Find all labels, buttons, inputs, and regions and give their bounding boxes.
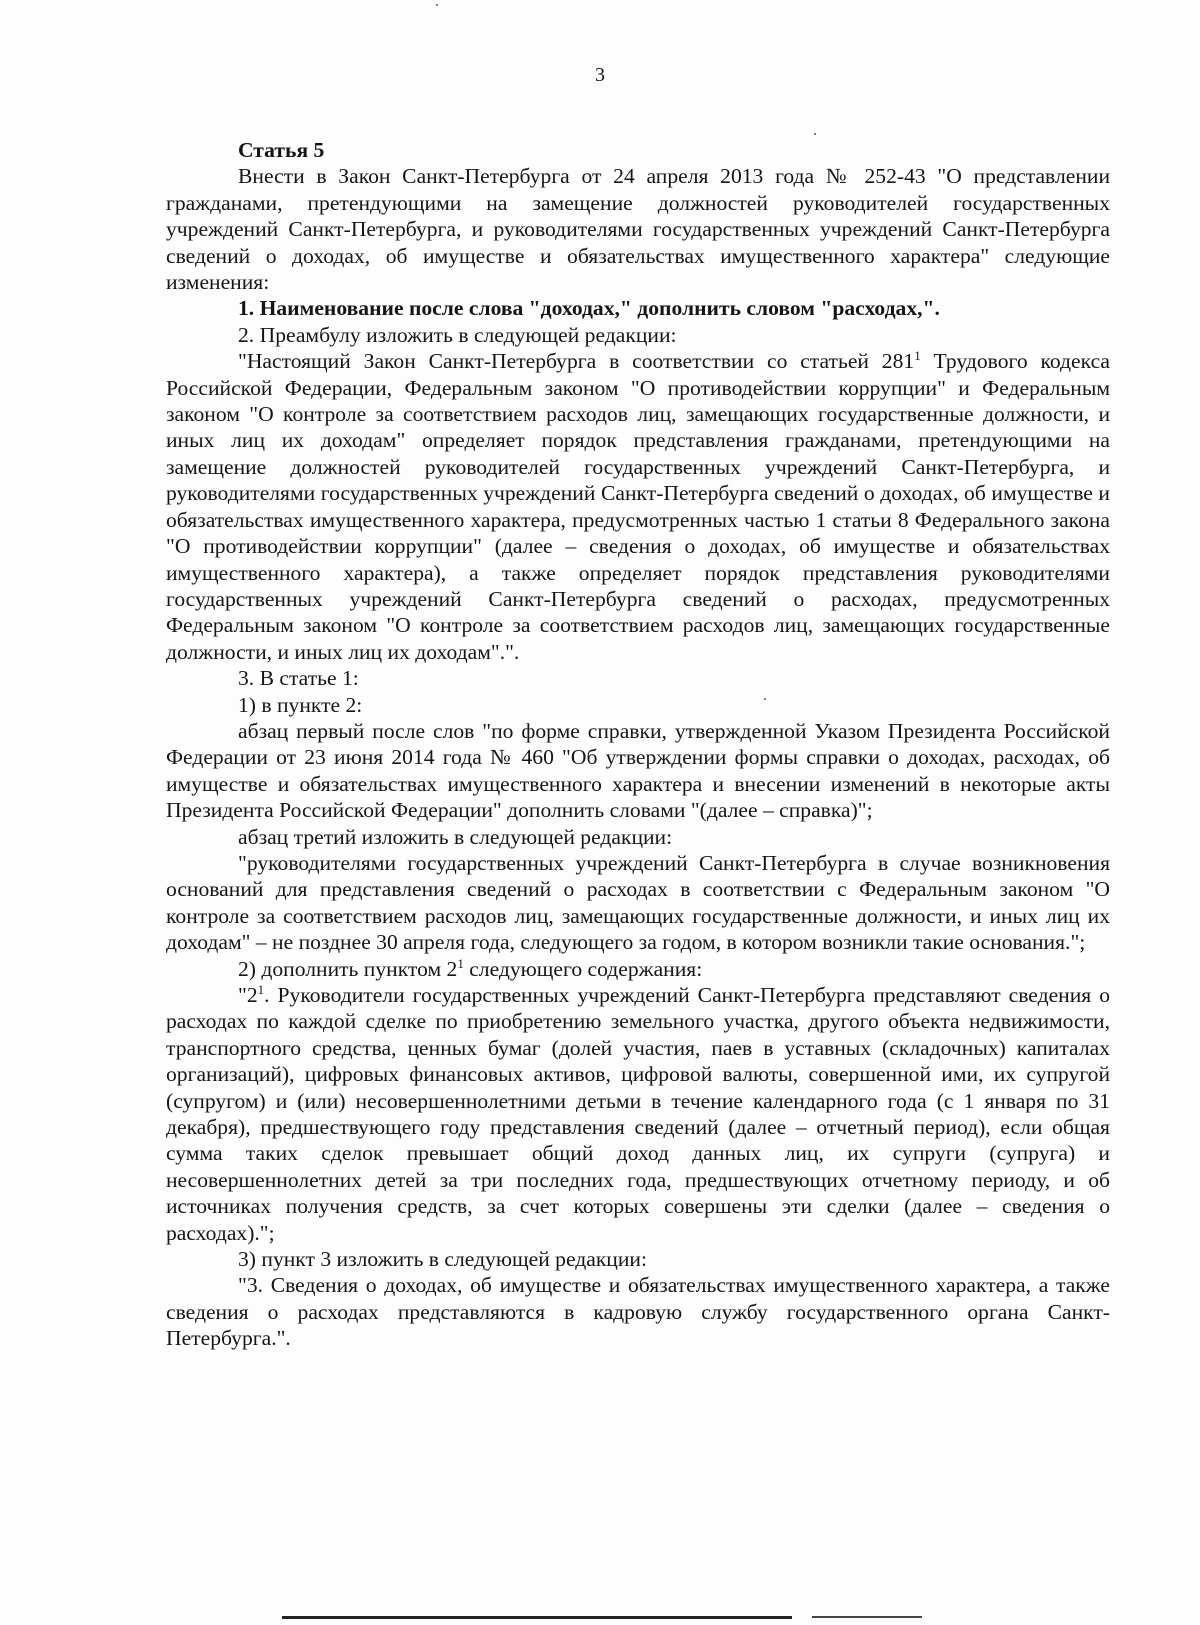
scan-speck bbox=[814, 133, 816, 135]
scan-edge-line bbox=[812, 1616, 922, 1618]
document-body bbox=[166, 137, 1110, 1352]
superscript: 1 bbox=[457, 955, 464, 971]
preamble-text-start: "Настоящий Закон Санкт-Петербурга в соответствии со статьей 281 bbox=[238, 349, 915, 374]
point-2-1-text-end: . Руководители государственных учреждений Санкт-Петербурга представляют сведения о расходах по каждой сделке по приобретению земельного участка, другого объекта недвижимости, транспортного средства, ценных бумаг (долей участия, паев в уставных (складочных) капиталах организаций), цифровых финансовых активов, цифровой валюты, совершенной ими, их супругой (супругом) и (или) несовершеннолетними детьми в течение календарного года (с 1 января по 31 декабря), предшествующего году представления сведений (далее – отчетный период), если общая сумма таких сделок превышает общий доход данных лиц, их супруги (супруга) и несовершеннолетних детей за три последних года, предшествующих отчетному периоду, и об источниках получения средств, за счет которых совершены эти сделки (далее – сведения о расходах)."; bbox=[166, 983, 1110, 1245]
paragraph-subitem-3: 3) пункт 3 изложить в следующей редакции: bbox=[238, 1247, 647, 1272]
paragraph-item-1: 1. Наименование после слова "доходах," дополнить словом "расходах,". bbox=[238, 296, 940, 321]
paragraph-point-2-1 bbox=[166, 982, 1110, 1246]
superscript: 1 bbox=[914, 348, 921, 364]
paragraph-item-3: 3. В статье 1: bbox=[238, 666, 359, 691]
paragraph-item-2: 2. Преамбулу изложить в следующей редакции: bbox=[238, 322, 677, 347]
paragraph-third-abzac: абзац третий изложить в следующей редакции: bbox=[238, 824, 673, 849]
scan-edge-line bbox=[282, 1616, 792, 1619]
preamble-text-end: Трудового кодекса Российской Федерации, Федеральным законом "О противодействии коррупции" и Федеральным законом "О контроле за соответствием расходов лиц, замещающих государственные должности, и иных лиц их доходам" определяет порядок представления гражданами, претендующими на замещение должностей руководителей государственных учреждений Санкт-Петербурга, и руководителями государственных учреждений Санкт-Петербурга сведений о доходах, об имуществе и обязательствах имущественного характера, предусмотренных частью 1 статьи 8 Федерального закона "О противодействии коррупции" (далее – сведения о доходах, об имуществе и обязательствах имущественного характера), а также определяет порядок представления руководителями государственных учреждений Санкт-Петербурга сведений о расходах, предусмотренных Федеральным законом "О контроле за соответствием расходов лиц, замещающих государственные должности, и иных лиц их доходам".". bbox=[166, 349, 1110, 664]
paragraph-point-3: "3. Сведения о доходах, об имуществе и обязательствах имущественного характера, а также сведения о расходах представляются в кадровую службу государственного органа Санкт-Петербурга.". bbox=[166, 1273, 1110, 1351]
paragraph-subitem-2 bbox=[166, 956, 1110, 982]
paragraph-heads-text: "руководителями государственных учреждений Санкт-Петербурга в случае возникновения оснований для представления сведений о расходах в соответствии с Федеральным законом "О контроле за соответствием расходов лиц, замещающих государственные должности, и иных лиц их доходам" – не позднее 30 апреля года, следующего за годом, в котором возникли такие основания."; bbox=[166, 850, 1110, 955]
subitem-2-text-end: следующего содержания: bbox=[463, 956, 703, 981]
point-2-1-text-start: "2 bbox=[238, 983, 258, 1007]
paragraph-first-abzac: абзац первый после слов "по форме справки, утвержденной Указом Президента Российской Федерации от 23 июня 2014 года № 460 "Об утверждении формы справки о доходах, расходах, об имуществе и обязательствах имущественного характера и внесении изменений в некоторые акты Президента Российской Федерации" дополнить словами "(далее – справка)"; bbox=[166, 718, 1110, 823]
scan-speck bbox=[764, 698, 766, 700]
subitem-2-text-start: 2) дополнить пунктом 2 bbox=[238, 956, 458, 981]
paragraph-subitem-1: 1) в пункте 2: bbox=[238, 692, 363, 717]
page-number: 3 bbox=[595, 64, 605, 86]
paragraph-preamble bbox=[166, 348, 1110, 665]
article-heading: Статья 5 bbox=[238, 138, 325, 162]
superscript: 1 bbox=[257, 981, 265, 997]
paragraph-intro: Внести в Закон Санкт-Петербурга от 24 апреля 2013 года № 252-43 "О представлении гражданами, претендующими на замещение должностей руководителей государственных учреждений Санкт-Петербурга, и руководителями государственных учреждений Санкт-Петербурга сведений о доходах, об имуществе и обязательствах имущественного характера" следующие изменения: bbox=[166, 164, 1110, 295]
scan-speck bbox=[436, 4, 438, 6]
